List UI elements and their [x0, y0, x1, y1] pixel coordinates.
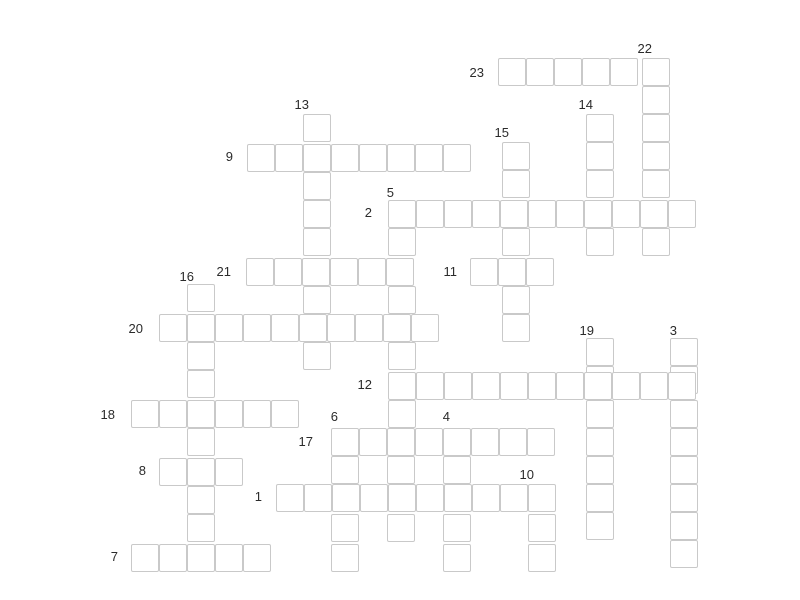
- crossword-cell[interactable]: [387, 456, 415, 484]
- crossword-cell[interactable]: [388, 286, 416, 314]
- crossword-cell[interactable]: [331, 544, 359, 572]
- crossword-cell[interactable]: [131, 544, 159, 572]
- crossword-cell[interactable]: [526, 58, 554, 86]
- crossword-cell[interactable]: [472, 484, 500, 512]
- clue-number-21: 21: [216, 264, 231, 279]
- crossword-cell[interactable]: [331, 456, 359, 484]
- crossword-cell[interactable]: [670, 484, 698, 512]
- crossword-cell[interactable]: [472, 372, 500, 400]
- crossword-cell[interactable]: [642, 58, 670, 86]
- crossword-cell[interactable]: [303, 200, 331, 228]
- crossword-cell[interactable]: [271, 314, 299, 342]
- crossword-cell[interactable]: [271, 400, 299, 428]
- crossword-cell[interactable]: [274, 258, 302, 286]
- crossword-cell[interactable]: [670, 400, 698, 428]
- crossword-cell[interactable]: [387, 514, 415, 542]
- crossword-cell[interactable]: [416, 372, 444, 400]
- crossword-cell[interactable]: [243, 544, 271, 572]
- clue-number-15: 15: [494, 125, 509, 140]
- crossword-cell[interactable]: [444, 484, 472, 512]
- crossword-cell[interactable]: [612, 200, 640, 228]
- crossword-cell[interactable]: [386, 258, 414, 286]
- crossword-cell[interactable]: [498, 58, 526, 86]
- crossword-cell[interactable]: [586, 400, 614, 428]
- crossword-cell[interactable]: [187, 486, 215, 514]
- crossword-cell[interactable]: [416, 200, 444, 228]
- crossword-cell[interactable]: [642, 86, 670, 114]
- crossword-cell[interactable]: [331, 144, 359, 172]
- crossword-cell[interactable]: [502, 142, 530, 170]
- crossword-cell[interactable]: [303, 114, 331, 142]
- crossword-cell[interactable]: [187, 284, 215, 312]
- crossword-cell[interactable]: [640, 200, 668, 228]
- crossword-cell[interactable]: [528, 372, 556, 400]
- crossword-cell[interactable]: [610, 58, 638, 86]
- crossword-cell[interactable]: [443, 428, 471, 456]
- clue-number-6: 6: [330, 409, 338, 424]
- crossword-cell[interactable]: [670, 338, 698, 366]
- crossword-cell[interactable]: [527, 428, 555, 456]
- crossword-cell[interactable]: [642, 170, 670, 198]
- crossword-cell[interactable]: [299, 314, 327, 342]
- clue-number-17: 17: [298, 434, 313, 449]
- crossword-cell[interactable]: [243, 400, 271, 428]
- crossword-cell[interactable]: [303, 172, 331, 200]
- crossword-cell[interactable]: [187, 370, 215, 398]
- clue-number-3: 3: [669, 323, 677, 338]
- crossword-cell[interactable]: [443, 544, 471, 572]
- crossword-cell[interactable]: [502, 170, 530, 198]
- crossword-cell[interactable]: [187, 514, 215, 542]
- crossword-cell[interactable]: [187, 400, 215, 428]
- crossword-cell[interactable]: [498, 258, 526, 286]
- crossword-cell[interactable]: [388, 342, 416, 370]
- clue-number-4: 4: [442, 409, 450, 424]
- crossword-cell[interactable]: [556, 372, 584, 400]
- clue-number-11: 11: [443, 264, 457, 279]
- clue-number-9: 9: [225, 149, 233, 164]
- crossword-cell[interactable]: [584, 372, 612, 400]
- crossword-cell[interactable]: [302, 258, 330, 286]
- crossword-cell[interactable]: [387, 144, 415, 172]
- crossword-cell[interactable]: [444, 372, 472, 400]
- crossword-cell[interactable]: [642, 142, 670, 170]
- crossword-cell[interactable]: [586, 228, 614, 256]
- crossword-cell[interactable]: [243, 314, 271, 342]
- crossword-cell[interactable]: [355, 314, 383, 342]
- crossword-cell[interactable]: [187, 342, 215, 370]
- crossword-cell[interactable]: [215, 458, 243, 486]
- crossword-cell[interactable]: [303, 228, 331, 256]
- clue-number-5: 5: [386, 185, 394, 200]
- crossword-cell[interactable]: [187, 458, 215, 486]
- crossword-cell[interactable]: [586, 338, 614, 366]
- clue-number-20: 20: [128, 321, 143, 336]
- crossword-cell[interactable]: [642, 228, 670, 256]
- crossword-cell[interactable]: [331, 514, 359, 542]
- crossword-cell[interactable]: [586, 170, 614, 198]
- clue-number-19: 19: [579, 323, 594, 338]
- crossword-cell[interactable]: [670, 512, 698, 540]
- clue-number-22: 22: [637, 41, 652, 56]
- crossword-cell[interactable]: [502, 314, 530, 342]
- crossword-cell[interactable]: [586, 114, 614, 142]
- crossword-cell[interactable]: [187, 314, 215, 342]
- clue-number-23: 23: [469, 65, 484, 80]
- crossword-cell[interactable]: [275, 144, 303, 172]
- crossword-cell[interactable]: [500, 200, 528, 228]
- crossword-cell[interactable]: [528, 484, 556, 512]
- crossword-cell[interactable]: [303, 286, 331, 314]
- crossword-cell[interactable]: [668, 200, 696, 228]
- crossword-cell[interactable]: [584, 200, 612, 228]
- crossword-cell[interactable]: [670, 428, 698, 456]
- crossword-cell[interactable]: [159, 458, 187, 486]
- crossword-cell[interactable]: [327, 314, 355, 342]
- crossword-cell[interactable]: [383, 314, 411, 342]
- clue-number-16: 16: [179, 269, 194, 284]
- crossword-cell[interactable]: [500, 484, 528, 512]
- crossword-cell[interactable]: [582, 58, 610, 86]
- crossword-cell[interactable]: [528, 514, 556, 542]
- crossword-cell[interactable]: [387, 428, 415, 456]
- crossword-cell[interactable]: [131, 400, 159, 428]
- crossword-cell[interactable]: [330, 258, 358, 286]
- crossword-cell[interactable]: [358, 258, 386, 286]
- clue-number-18: 18: [100, 407, 115, 422]
- clue-number-10: 10: [519, 467, 534, 482]
- crossword-cell[interactable]: [360, 484, 388, 512]
- crossword-cell[interactable]: [388, 200, 416, 228]
- crossword-cell[interactable]: [612, 372, 640, 400]
- crossword-cell[interactable]: [668, 372, 696, 400]
- clue-number-2: 2: [364, 205, 372, 220]
- crossword-cell[interactable]: [388, 484, 416, 512]
- crossword-cell[interactable]: [500, 372, 528, 400]
- crossword-cell[interactable]: [586, 428, 614, 456]
- clue-number-7: 7: [110, 549, 118, 564]
- crossword-cell[interactable]: [586, 456, 614, 484]
- crossword-cell[interactable]: [388, 228, 416, 256]
- crossword-cell[interactable]: [215, 400, 243, 428]
- crossword-cell[interactable]: [670, 456, 698, 484]
- crossword-cell[interactable]: [470, 258, 498, 286]
- crossword-cell[interactable]: [586, 142, 614, 170]
- crossword-cell[interactable]: [642, 114, 670, 142]
- crossword-cell[interactable]: [556, 200, 584, 228]
- clue-number-12: 12: [357, 377, 372, 392]
- crossword-cell[interactable]: [388, 400, 416, 428]
- crossword-cell[interactable]: [215, 544, 243, 572]
- clue-number-14: 14: [578, 97, 593, 112]
- crossword-cell[interactable]: [502, 228, 530, 256]
- crossword-cell[interactable]: [586, 512, 614, 540]
- crossword-cell[interactable]: [247, 144, 275, 172]
- crossword-cell[interactable]: [303, 144, 331, 172]
- clue-number-8: 8: [138, 463, 146, 478]
- crossword-cell[interactable]: [526, 258, 554, 286]
- crossword-cell[interactable]: [304, 484, 332, 512]
- crossword-cell[interactable]: [187, 428, 215, 456]
- crossword-cell[interactable]: [331, 428, 359, 456]
- crossword-cell[interactable]: [554, 58, 582, 86]
- crossword-cell[interactable]: [444, 200, 472, 228]
- crossword-cell[interactable]: [159, 544, 187, 572]
- crossword-cell[interactable]: [215, 314, 243, 342]
- crossword-cell[interactable]: [159, 314, 187, 342]
- clue-number-1: 1: [254, 489, 262, 504]
- crossword-cell[interactable]: [528, 544, 556, 572]
- crossword-cell[interactable]: [332, 484, 360, 512]
- crossword-cell[interactable]: [411, 314, 439, 342]
- crossword-cell[interactable]: [416, 484, 444, 512]
- crossword-cell[interactable]: [159, 400, 187, 428]
- crossword-cell[interactable]: [443, 144, 471, 172]
- crossword-cell[interactable]: [415, 144, 443, 172]
- crossword-cell[interactable]: [443, 456, 471, 484]
- crossword-cell[interactable]: [246, 258, 274, 286]
- crossword-cell[interactable]: [443, 514, 471, 542]
- crossword-cell[interactable]: [359, 144, 387, 172]
- clue-number-13: 13: [294, 97, 309, 112]
- crossword-cell[interactable]: [499, 428, 527, 456]
- crossword-cell[interactable]: [359, 428, 387, 456]
- crossword-cell[interactable]: [586, 484, 614, 512]
- crossword-cell[interactable]: [388, 372, 416, 400]
- crossword-cell[interactable]: [670, 540, 698, 568]
- crossword-cell[interactable]: [640, 372, 668, 400]
- crossword-cell[interactable]: [276, 484, 304, 512]
- crossword-cell[interactable]: [528, 200, 556, 228]
- crossword-cell[interactable]: [415, 428, 443, 456]
- crossword-cell[interactable]: [502, 286, 530, 314]
- crossword-cell[interactable]: [187, 544, 215, 572]
- crossword-cell[interactable]: [303, 342, 331, 370]
- crossword-cell[interactable]: [472, 200, 500, 228]
- crossword-cell[interactable]: [471, 428, 499, 456]
